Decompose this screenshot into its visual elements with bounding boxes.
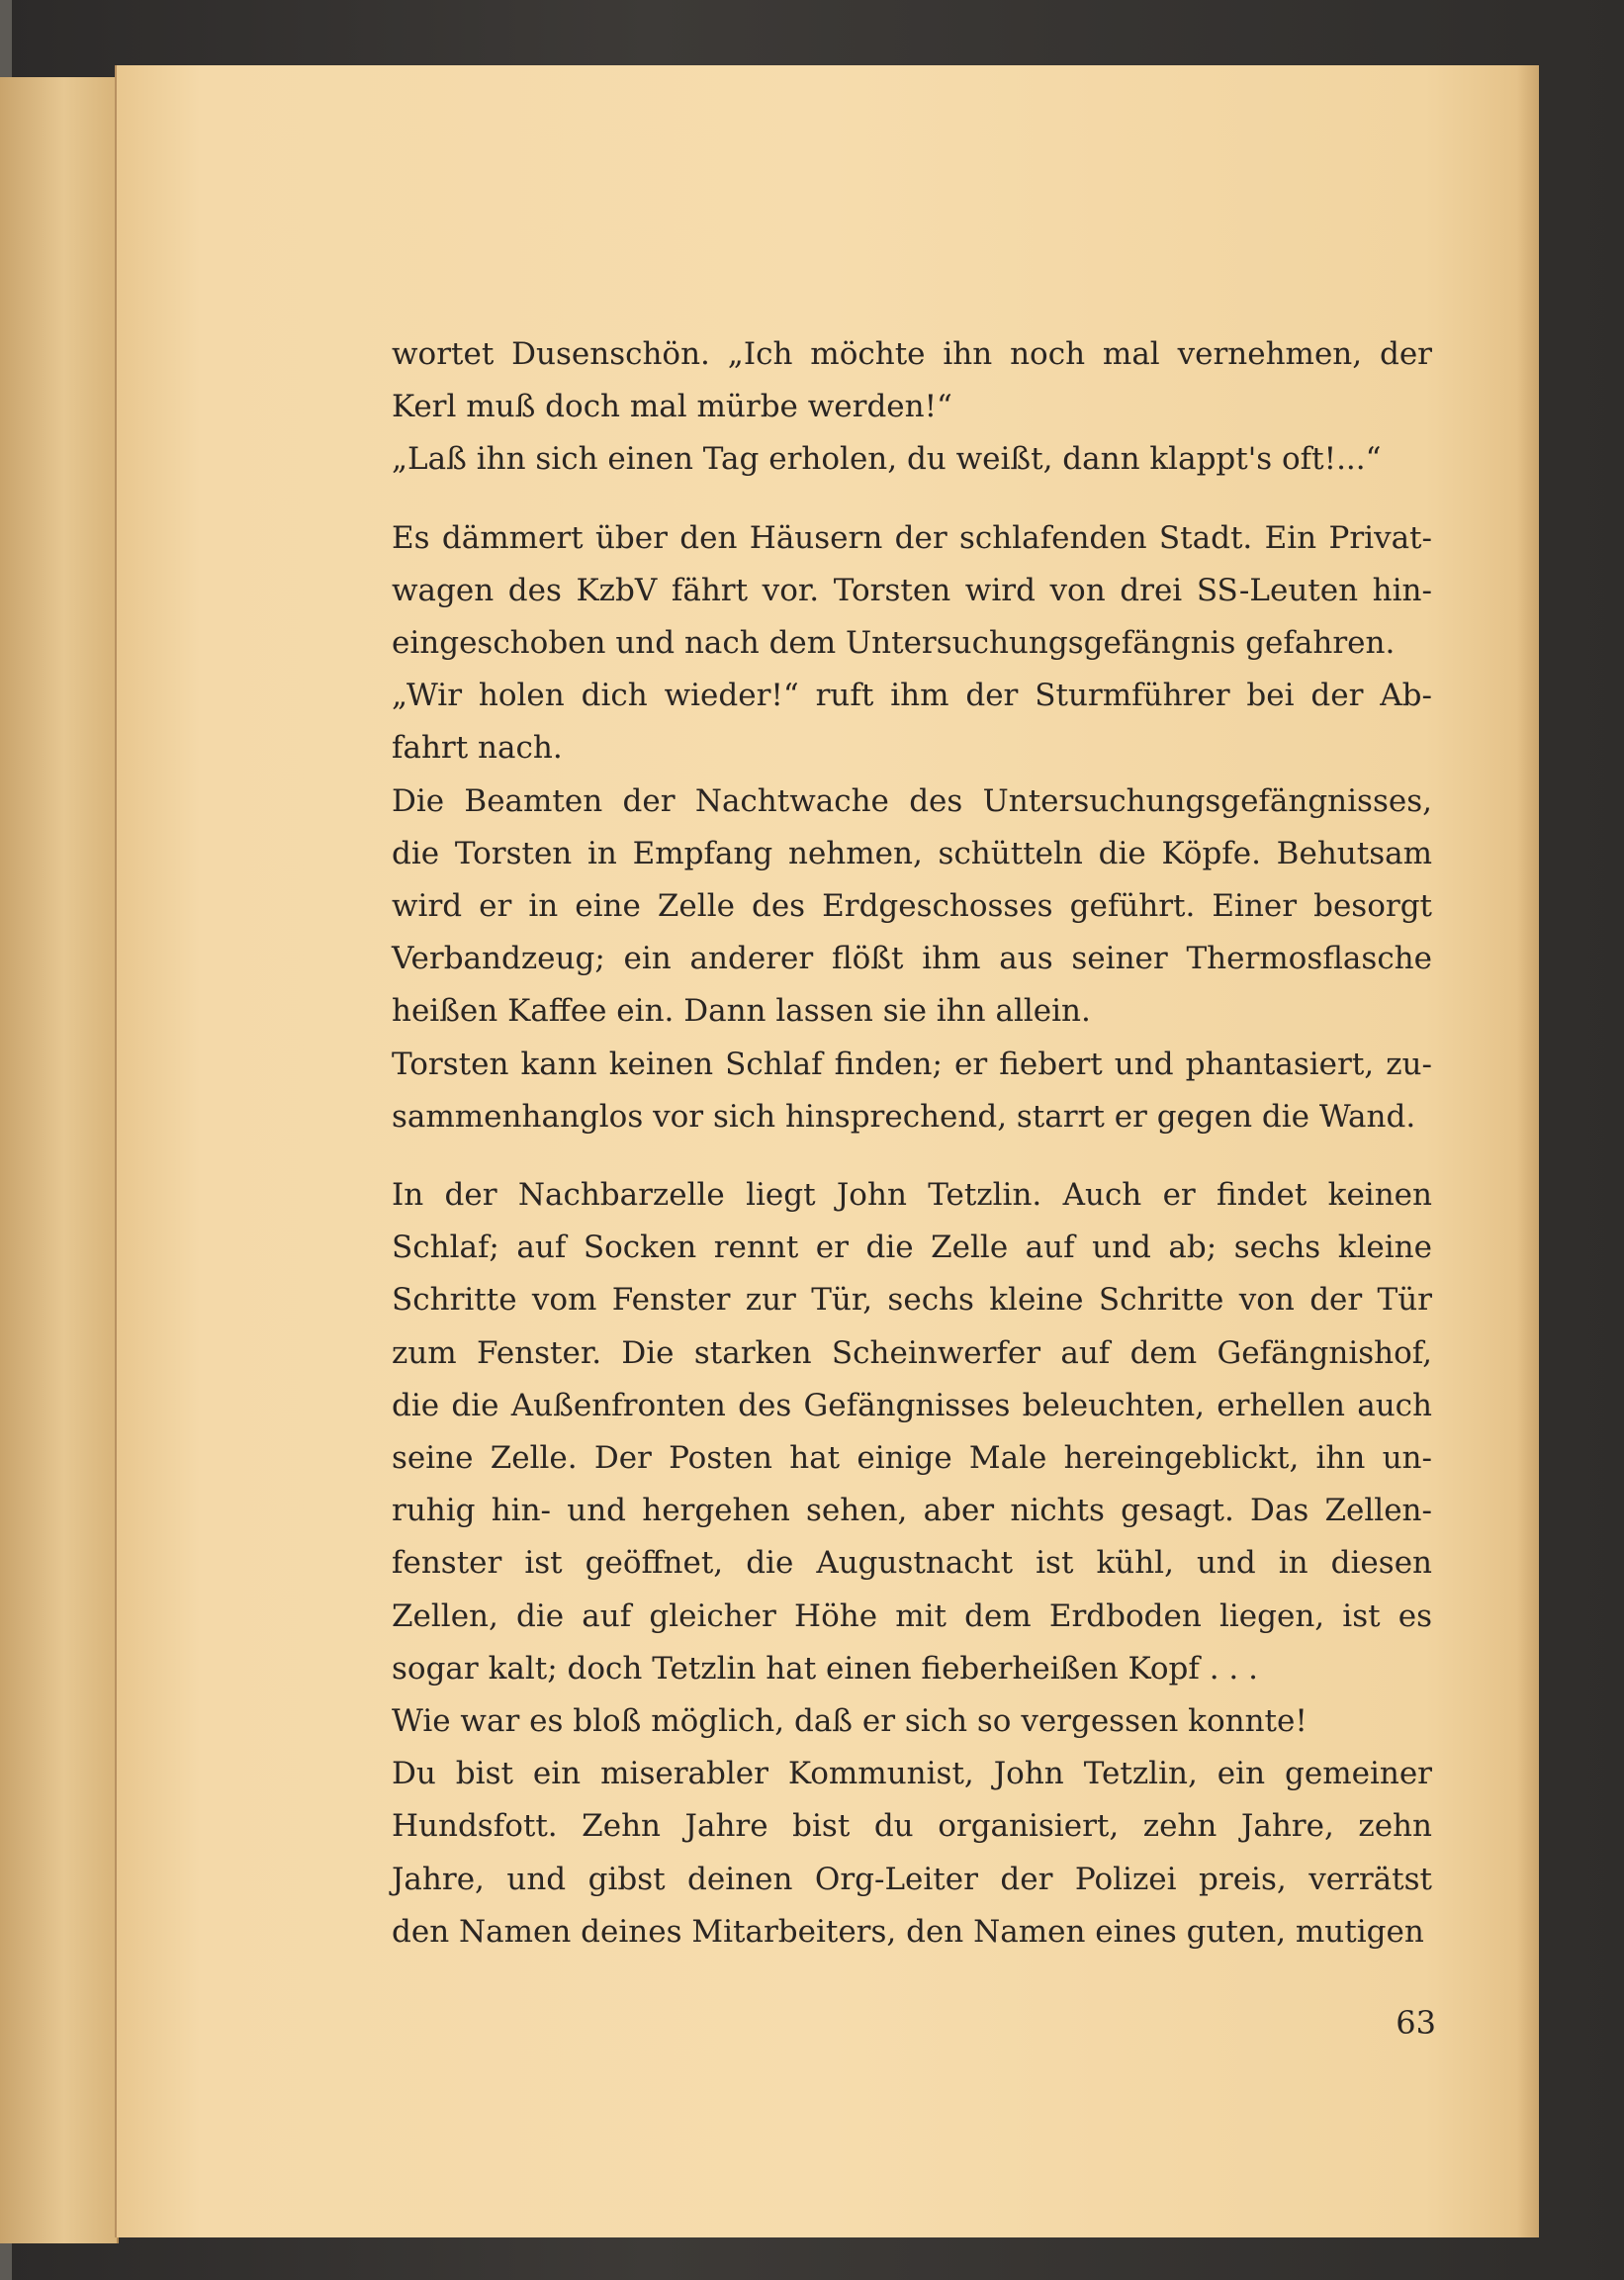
body-text: [392, 328, 1432, 1959]
text-line: Schritte vom Fenster zur Tür, sechs kleine Schritte von der Tür: [392, 1282, 1432, 1319]
text-line: Jahre, und gibst deinen Org-Leiter der Polizei preis, verrätst: [392, 1861, 1432, 1897]
text-line: Du bist ein miserabler Kommunist, John Tetzlin, ein gemeiner: [392, 1756, 1432, 1792]
text-line: fenster ist geöffnet, die Augustnacht ist kühl, und in diesen: [392, 1545, 1432, 1582]
text-line: die die Außenfronten des Gefängnisses beleuchten, erhellen auch: [392, 1387, 1432, 1423]
text-line: sammenhanglos vor sich hinsprechend, starrt er gegen die Wand.: [392, 1098, 1416, 1135]
text-line: zum Fenster. Die starken Scheinwerfer auf dem Gefängnishof,: [392, 1334, 1432, 1371]
paragraph: [392, 328, 1432, 487]
book-page: [115, 65, 1539, 2237]
paragraph: [392, 512, 1432, 1143]
text-line: fahrt nach.: [392, 730, 563, 767]
text-line: sogar kalt; doch Tetzlin hat einen fieberheißen Kopf . . .: [392, 1650, 1258, 1687]
text-line: ruhig hin- und hergehen sehen, aber nichts gesagt. Das Zellen-: [392, 1493, 1432, 1529]
text-line: Verbandzeug; ein anderer flößt ihm aus seiner Thermosflasche: [392, 941, 1432, 977]
text-line: wird er in eine Zelle des Erdgeschosses geführt. Einer besorgt: [392, 888, 1432, 925]
facing-page-edge: [0, 77, 119, 2243]
page-number: 63: [1396, 2004, 1436, 2042]
text-line: Es dämmert über den Häusern der schlafenden Stadt. Ein Privat-: [392, 519, 1432, 556]
text-line: eingeschoben und nach dem Untersuchungsgefängnis gefahren.: [392, 625, 1396, 662]
paragraph-gap: [392, 1143, 1432, 1169]
text-line: Zellen, die auf gleicher Höhe mit dem Erdboden liegen, ist es: [392, 1597, 1432, 1634]
text-line: heißen Kaffee ein. Dann lassen sie ihn allein.: [392, 993, 1091, 1030]
text-line: Kerl muß doch mal mürbe werden!“: [392, 389, 952, 425]
text-line: Torsten kann keinen Schlaf finden; er fiebert und phantasiert, zu-: [392, 1046, 1432, 1082]
text-line: „Laß ihn sich einen Tag erholen, du weißt, dann klappt's oft!...“: [392, 441, 1382, 478]
text-line: seine Zelle. Der Posten hat einige Male hereingeblickt, ihn un-: [392, 1440, 1432, 1477]
paragraph: [392, 1169, 1432, 1959]
paragraph-gap: [392, 487, 1432, 512]
text-line: wortet Dusenschön. „Ich möchte ihn noch mal vernehmen, der: [392, 336, 1432, 372]
text-line: „Wir holen dich wieder!“ ruft ihm der Sturmführer bei der Ab-: [392, 678, 1432, 714]
text-line: wagen des KzbV fährt vor. Torsten wird von drei SS-Leuten hin-: [392, 572, 1432, 608]
text-line: Die Beamten der Nachtwache des Untersuchungsgefängnisses,: [392, 782, 1432, 819]
text-line: Hundsfott. Zehn Jahre bist du organisiert, zehn Jahre, zehn: [392, 1808, 1432, 1845]
text-line: In der Nachbarzelle liegt John Tetzlin. Auch er findet keinen: [392, 1177, 1432, 1214]
text-line: die Torsten in Empfang nehmen, schütteln die Köpfe. Behutsam: [392, 835, 1432, 871]
text-line: Wie war es bloß möglich, daß er sich so vergessen konnte!: [392, 1703, 1308, 1740]
text-line: Schlaf; auf Socken rennt er die Zelle auf und ab; sechs kleine: [392, 1230, 1432, 1266]
text-line: den Namen deines Mitarbeiters, den Namen eines guten, mutigen: [392, 1913, 1424, 1950]
